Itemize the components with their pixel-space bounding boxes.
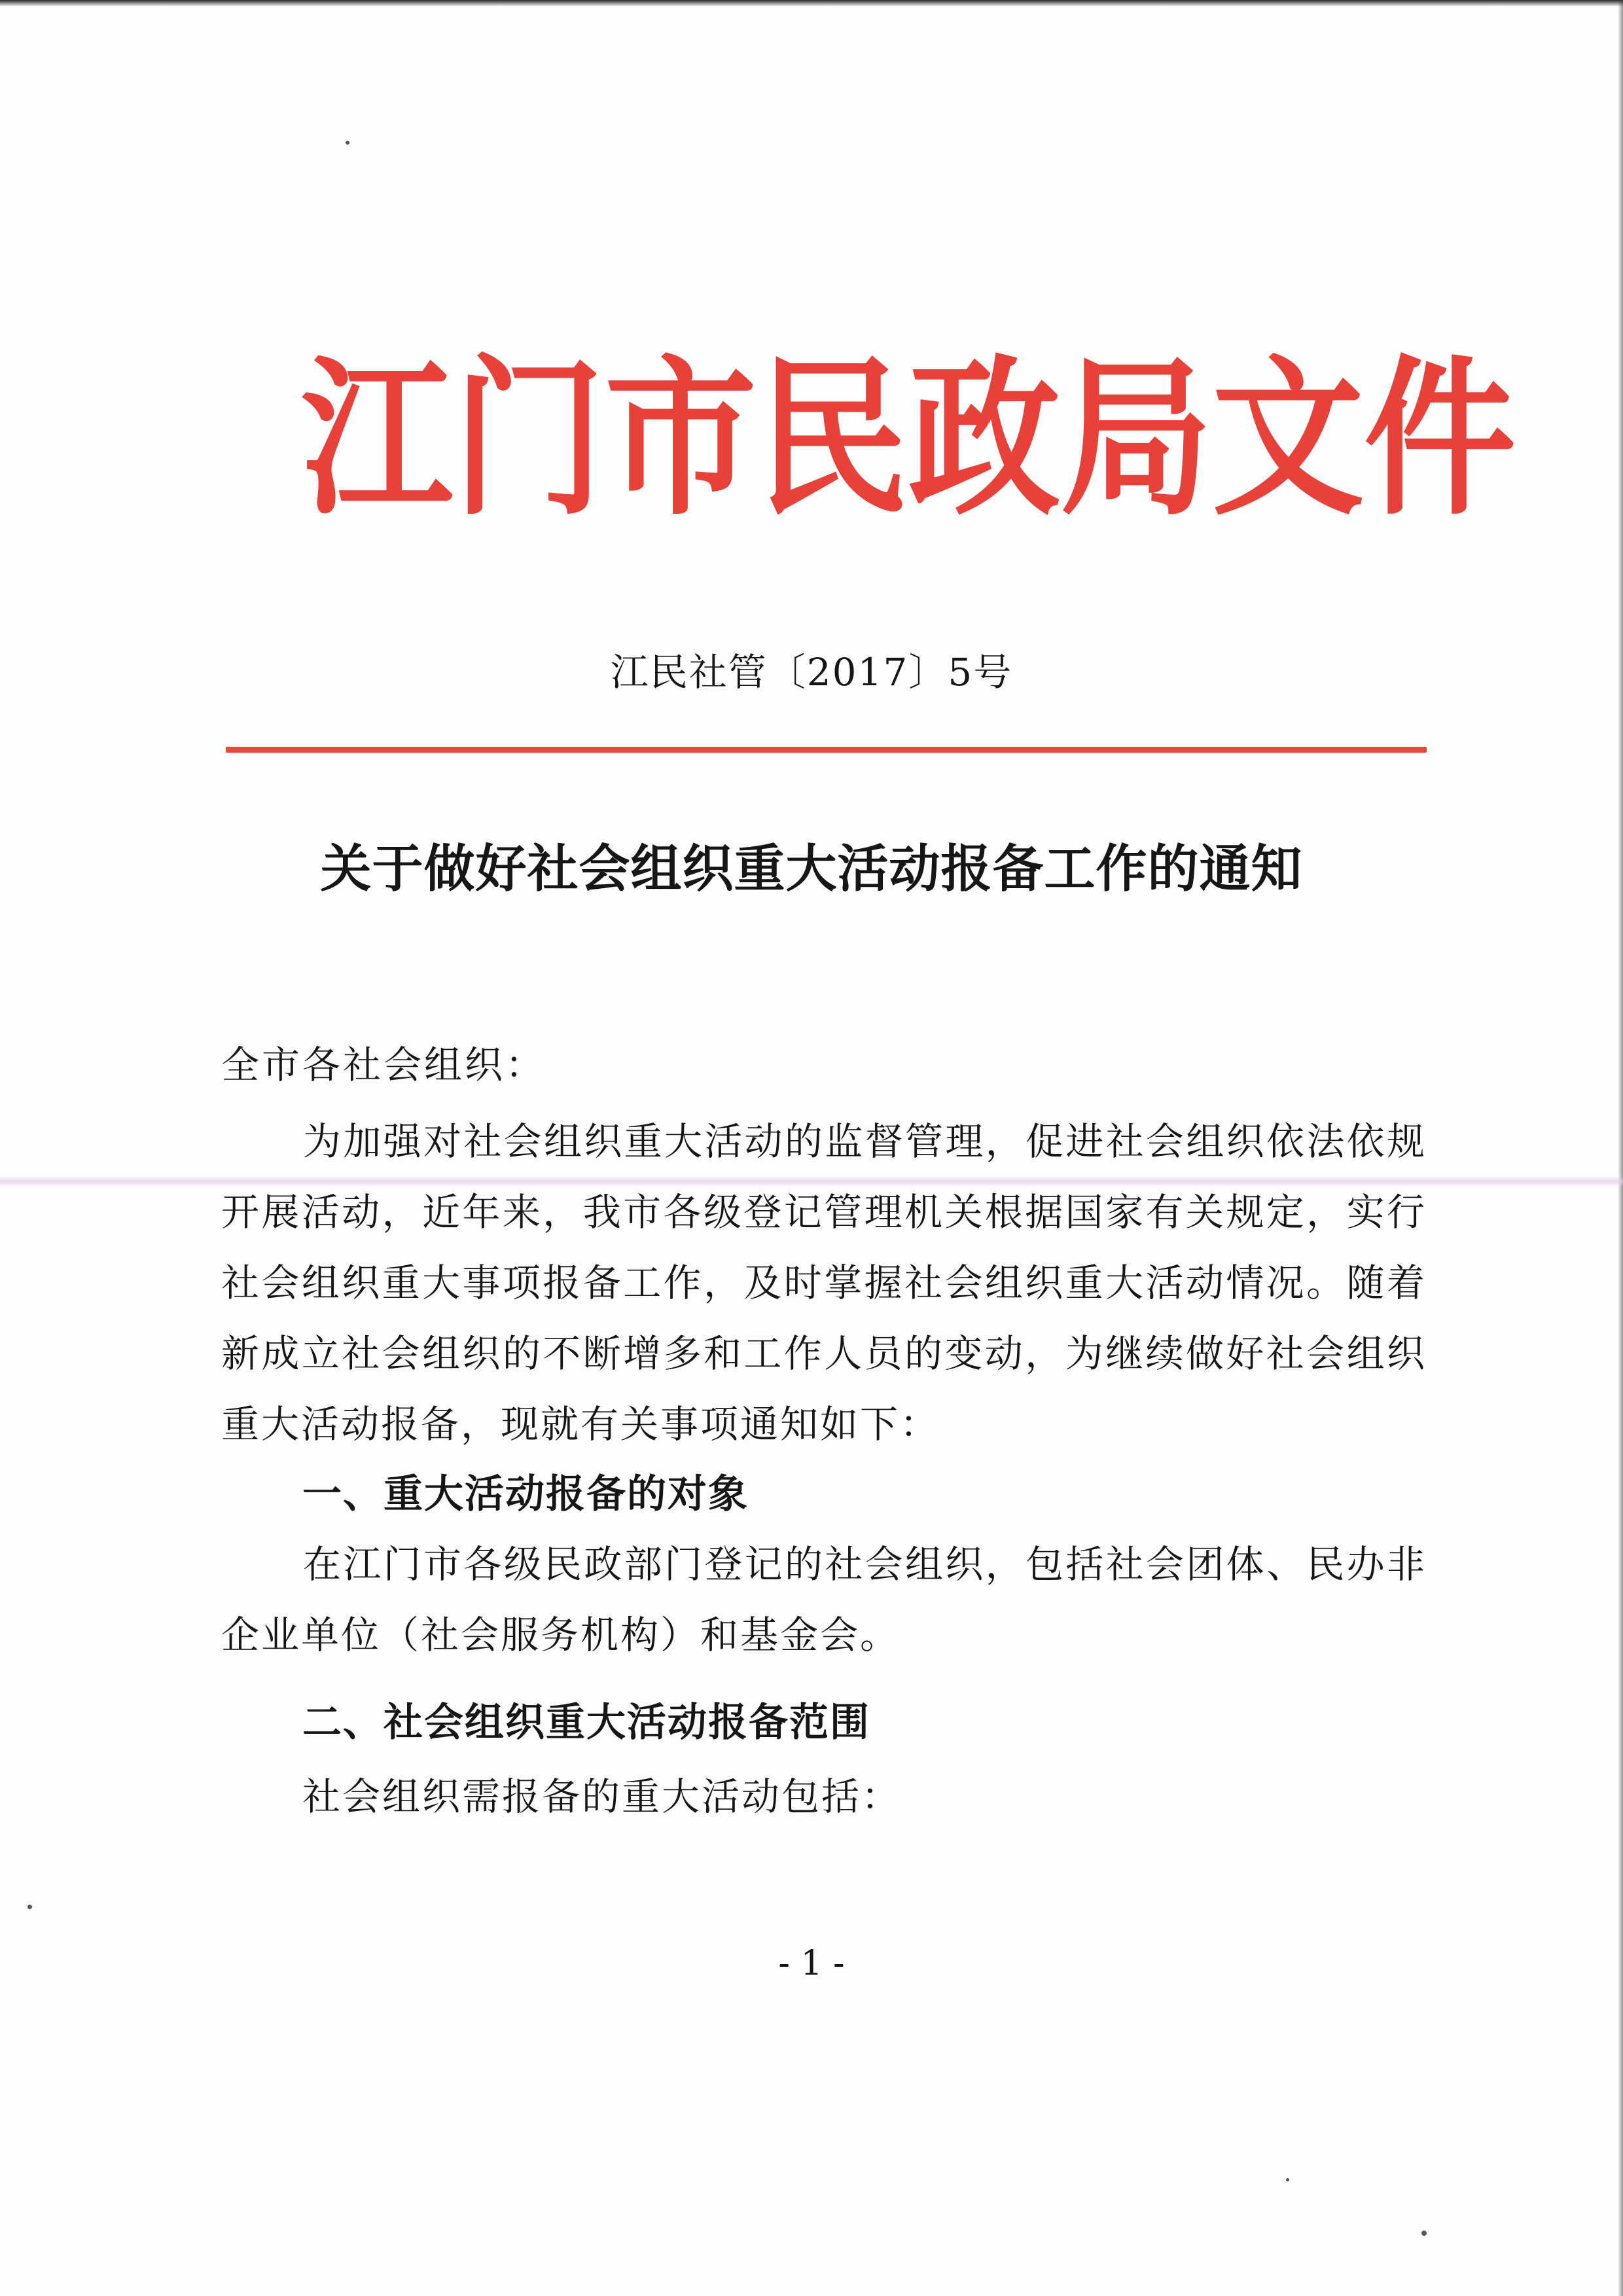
document-number: 江民社管〔2017〕5号 [610,650,1013,694]
red-divider-line [226,747,1427,753]
section-heading-2: 二、社会组织重大活动报备范围 [302,1700,870,1746]
section2-paragraph: 社会组织需报备的重大活动包括： [302,1774,902,1819]
letterhead-char: 局 [1060,338,1213,539]
letterhead-char: 文 [1212,338,1364,539]
letterhead-char: 门 [453,338,605,539]
letterhead-char: 市 [605,338,757,539]
intro-paragraph: 为加强对社会组织重大活动的监督管理，促进社会组织依法依规开展活动，近年来，我市各级登记管理机关根据国家有关规定，实行社会组织重大事项报备工作，及时掌握社会组织重大活动情况。随着新成立社会组织的不断增多和工作人员的变动，为继续做好社会组织重大活动报备，现就有关事项通知如下： [221,1119,1427,1446]
section1-paragraph: 在江门市各级民政部门登记的社会组织，包括社会团体、民办非企业单位（社会服务机构）和基金会。 [221,1542,1427,1657]
scan-speck [27,1905,32,1909]
scan-edge-top [0,0,1623,7]
salutation: 全市各社会组织： [221,1043,546,1087]
scan-speck [1421,2231,1427,2236]
scan-speck [1286,2178,1289,2181]
letterhead-char: 件 [1364,338,1516,539]
scan-speck [346,141,349,145]
letterhead-title [301,329,1516,548]
letterhead-char: 政 [908,338,1061,539]
letterhead-char: 民 [757,338,909,539]
page-number: - 1 - [778,1944,845,1983]
notice-title: 关于做好社会组织重大活动报备工作的通知 [320,839,1303,899]
letterhead-char: 江 [301,338,454,539]
section-heading-1: 一、重大活动报备的对象 [302,1471,749,1517]
